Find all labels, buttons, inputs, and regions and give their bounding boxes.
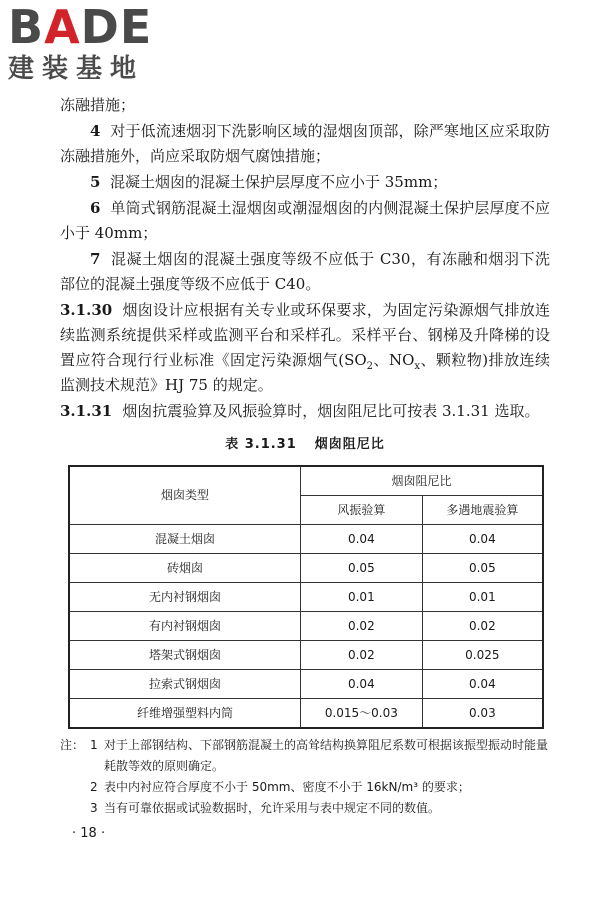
cell-seismic: 0.01 [422,583,543,612]
cell-seismic: 0.03 [422,699,543,729]
logo-sub-text: 建装基地 [8,54,145,84]
cell-type: 拉索式钢烟囱 [69,670,301,699]
page-body [60,93,550,819]
cell-seismic: 0.05 [422,554,543,583]
list-item-6: 6 单筒式钢筋混凝土湿烟囱或潮湿烟囱的内侧混凝土保护层厚度不应小于 40mm； [60,199,550,242]
cell-wind: 0.05 [301,554,423,583]
paragraph-continued: 冻融措施； [60,96,136,114]
damping-ratio-table [68,465,544,729]
table-header-row [69,466,543,496]
page-number: · 18 · [72,826,106,841]
table-row [69,583,543,612]
clause-3-1-31: 3.1.31 烟囱抗震验算及风振验算时，烟囱阻尼比可按表 3.1.31 选取。 [60,402,540,420]
table-row [69,612,543,641]
cell-wind: 0.02 [301,612,423,641]
cell-seismic: 0.025 [422,641,543,670]
list-item-7: 7 混凝土烟囱的混凝土强度等级不应低于 C30，有冻融和烟羽下洗部位的混凝土强度等级不应低于 C40。 [60,250,550,293]
table-row [69,699,543,729]
cell-wind: 0.04 [301,525,423,554]
header-chimney-type: 烟囱类型 [69,466,301,525]
header-wind-vibration: 风振验算 [301,496,423,525]
list-item-5: 5 混凝土烟囱的混凝土保护层厚度不应小于 35mm； [90,173,448,191]
note-item: 3 当有可靠依据或试验数据时，允许采用与表中规定不同的数值。 [90,801,441,815]
note-item: 注： 1 对于上部钢结构、下部钢筋混凝土的高耸结构换算阻尼系数可根据该振型振动时能量耗散等效的原则确定。 [60,738,549,773]
cell-type: 有内衬钢烟囱 [69,612,301,641]
logo [8,2,152,84]
cell-wind: 0.015～0.03 [301,699,423,729]
cell-wind: 0.02 [301,641,423,670]
cell-seismic: 0.02 [422,612,543,641]
table-row [69,554,543,583]
clause-3-1-30: 3.1.30 烟囱设计应根据有关专业或环保要求，为固定污染源烟气排放连续监测系统提供采样或监测平台和采样孔。采样平台、钢梯及升降梯的设置应符合现行行业标准《固定污染源烟气($SO_2$、$NO_x$、颗粒物)排放连续监测技术规范》HJ 75 的规定。 [60,301,550,394]
list-item-4: 4 对于低流速烟羽下洗影响区域的湿烟囱顶部，除严寒地区应采取防冻融措施外，尚应采取防烟气腐蚀措施； [60,122,550,165]
cell-seismic: 0.04 [422,525,543,554]
cell-seismic: 0.04 [422,670,543,699]
table-row [69,525,543,554]
note-item: 2 表中内衬应符合厚度不小于 50mm、密度不小于 16kN/m³ 的要求； [90,780,470,794]
cell-type: 砖烟囱 [69,554,301,583]
table-row [69,641,543,670]
table-caption: 表 3.1.31 烟囱阻尼比 [225,437,385,452]
cell-type: 无内衬钢烟囱 [69,583,301,612]
cell-type: 塔架式钢烟囱 [69,641,301,670]
logo-main-text: BADE [8,0,153,54]
cell-wind: 0.04 [301,670,423,699]
cell-type: 混凝土烟囱 [69,525,301,554]
table-row [69,670,543,699]
table-notes [60,735,550,819]
header-damping-ratio: 烟囱阻尼比 [301,466,544,496]
cell-wind: 0.01 [301,583,423,612]
header-seismic: 多遇地震验算 [422,496,543,525]
cell-type: 纤维增强塑料内筒 [69,699,301,729]
